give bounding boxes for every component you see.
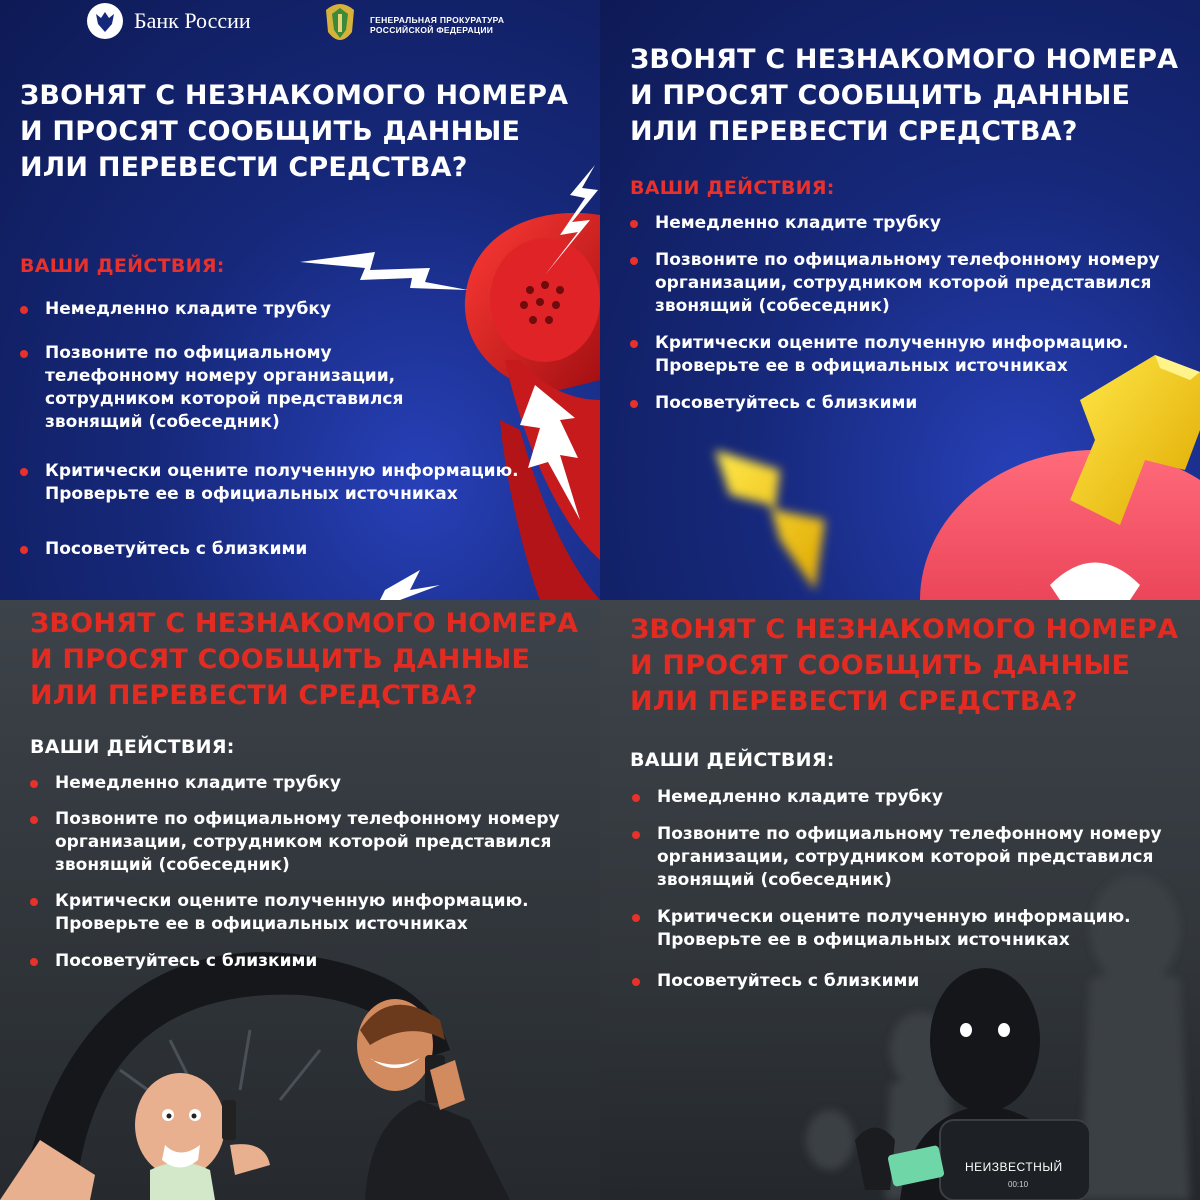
bullet-dot xyxy=(30,780,38,788)
action-text: Немедленно кладите трубку xyxy=(655,213,941,233)
list-item xyxy=(630,906,1190,952)
action-text: Посоветуйтесь с близкими xyxy=(55,951,318,971)
phone-caller-label: НЕИЗВЕСТНЫЙ xyxy=(965,1160,1063,1174)
bullet-dot xyxy=(632,914,640,922)
poster-panel-1 xyxy=(0,0,600,600)
central-bank-name: Банк России xyxy=(134,8,251,33)
panel-4-actions-heading: ВАШИ ДЕЙСТВИЯ: xyxy=(630,749,835,771)
action-text: Позвоните по официальному телефонному номеру организации, сотрудником которой представился звонящий (собеседник) xyxy=(55,809,560,875)
double-headed-eagle-icon xyxy=(86,2,124,40)
list-item xyxy=(628,249,1188,318)
bullet-dot xyxy=(632,794,640,802)
poster-panel-3 xyxy=(0,600,600,1200)
panel-1-actions-list xyxy=(18,298,538,561)
bullet-dot xyxy=(630,400,638,408)
bullet-dot xyxy=(630,340,638,348)
panel-4-title: ЗВОНЯТ С НЕЗНАКОМОГО НОМЕРА И ПРОСЯТ СООБЩИТЬ ДАННЫЕ ИЛИ ПЕРЕВЕСТИ СРЕДСТВА? xyxy=(630,614,1179,717)
list-item xyxy=(18,342,538,434)
action-text: Критически оцените полученную информацию. Проверьте ее в официальных источниках xyxy=(45,461,519,504)
panel-2-title: ЗВОНЯТ С НЕЗНАКОМОГО НОМЕРА И ПРОСЯТ СООБЩИТЬ ДАННЫЕ ИЛИ ПЕРЕВЕСТИ СРЕДСТВА? xyxy=(630,44,1179,147)
list-item xyxy=(630,970,1190,993)
action-text: Посоветуйтесь с близкими xyxy=(657,971,920,991)
prosecutor-office-name: ГЕНЕРАЛЬНАЯ ПРОКУРАТУРА РОССИЙСКОЙ ФЕДЕРАЦИИ xyxy=(370,15,505,35)
list-item xyxy=(628,212,1188,235)
action-text: Позвоните по официальному телефонному номеру организации, сотрудником которой представился звонящий (собеседник) xyxy=(657,824,1162,890)
action-text: Критически оцените полученную информацию. Проверьте ее в официальных источниках xyxy=(655,333,1129,376)
list-item xyxy=(18,460,538,506)
poster-panel-2 xyxy=(600,0,1200,600)
phone-call-timer: 00:10 xyxy=(1008,1180,1029,1189)
bullet-dot xyxy=(20,350,28,358)
list-item xyxy=(630,823,1190,892)
list-item xyxy=(28,950,588,973)
prosecutor-emblem-icon xyxy=(318,2,362,48)
action-text: Позвоните по официальному телефонному номеру организации, сотрудником которой представился звонящий (собеседник) xyxy=(45,343,404,432)
bullet-dot xyxy=(30,958,38,966)
action-text: Немедленно кладите трубку xyxy=(657,787,943,807)
prosecutor-office-logo xyxy=(318,2,504,48)
list-item xyxy=(18,298,538,321)
bullet-dot xyxy=(30,898,38,906)
action-text: Посоветуйтесь с близкими xyxy=(45,539,308,559)
bullet-dot xyxy=(632,978,640,986)
list-item xyxy=(630,786,1190,809)
panel-2-actions-heading: ВАШИ ДЕЙСТВИЯ: xyxy=(630,177,835,199)
panel-2-actions-list xyxy=(628,212,1188,415)
list-item xyxy=(628,332,1188,378)
bullet-dot xyxy=(20,468,28,476)
list-item xyxy=(28,772,588,795)
list-item xyxy=(28,808,588,877)
panel-4-actions-list xyxy=(630,786,1190,993)
action-text: Немедленно кладите трубку xyxy=(55,773,341,793)
central-bank-logo xyxy=(86,2,251,40)
action-text: Критически оцените полученную информацию. Проверьте ее в официальных источниках xyxy=(657,907,1131,950)
action-text: Посоветуйтесь с близкими xyxy=(655,393,918,413)
poster-panel-4 xyxy=(600,600,1200,1200)
bullet-dot xyxy=(20,546,28,554)
panel-3-actions-heading: ВАШИ ДЕЙСТВИЯ: xyxy=(30,736,235,758)
bullet-dot xyxy=(30,816,38,824)
bullet-dot xyxy=(630,257,638,265)
bullet-dot xyxy=(630,220,638,228)
panel-1-title: ЗВОНЯТ С НЕЗНАКОМОГО НОМЕРА И ПРОСЯТ СООБЩИТЬ ДАННЫЕ ИЛИ ПЕРЕВЕСТИ СРЕДСТВА? xyxy=(20,80,569,183)
bullet-dot xyxy=(20,306,28,314)
list-item xyxy=(628,392,1188,415)
action-text: Позвоните по официальному телефонному номеру организации, сотрудником которой представился звонящий (собеседник) xyxy=(655,250,1160,316)
panel-3-actions-list xyxy=(28,772,588,973)
panel-3-title: ЗВОНЯТ С НЕЗНАКОМОГО НОМЕРА И ПРОСЯТ СООБЩИТЬ ДАННЫЕ ИЛИ ПЕРЕВЕСТИ СРЕДСТВА? xyxy=(30,608,579,711)
bullet-dot xyxy=(632,831,640,839)
list-item xyxy=(18,538,538,561)
panel-1-actions-heading: ВАШИ ДЕЙСТВИЯ: xyxy=(20,255,225,277)
action-text: Немедленно кладите трубку xyxy=(45,299,331,319)
action-text: Критически оцените полученную информацию. Проверьте ее в официальных источниках xyxy=(55,891,529,934)
list-item xyxy=(28,890,588,936)
